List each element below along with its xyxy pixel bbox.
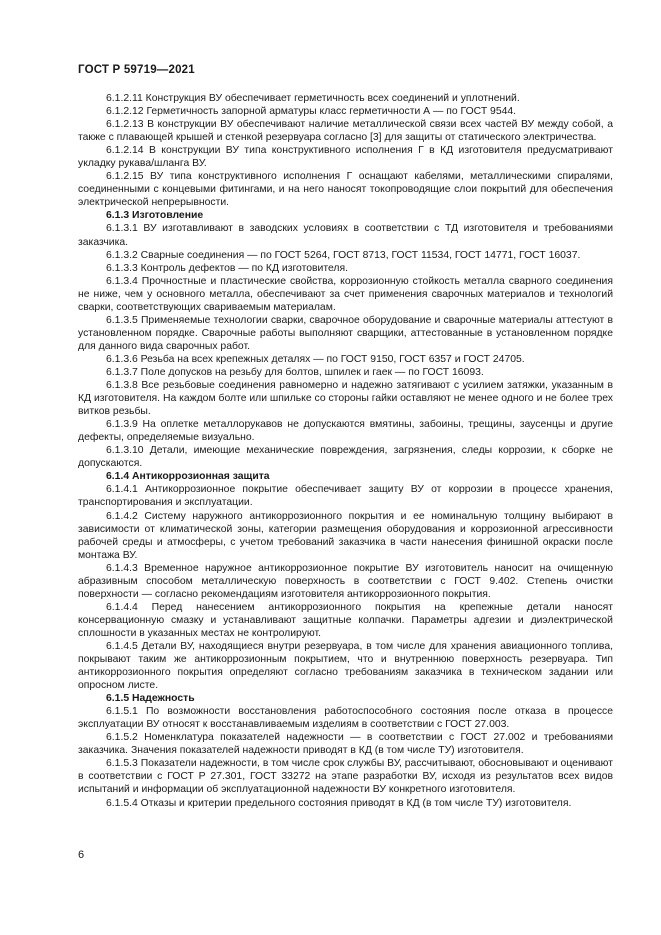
paragraph-6-1-2-11: 6.1.2.11 Конструкция ВУ обеспечивает герметичность всех соединений и уплотнений. (106, 93, 520, 104)
document-header-code: ГОСТ Р 59719—2021 (78, 64, 195, 76)
paragraph-6-1-3-5: 6.1.3.5 Применяемые технологии сварки, сварочное оборудование и сварочные материалы аттестуют в установленном порядке. Сварочные работы выполняют сварщики, аттестованные в установленном порядке для данного вида сварочных работ. (78, 314, 613, 352)
paragraph-6-1-2-13: 6.1.2.13 В конструкции ВУ обеспечивают наличие металлической связи всех частей ВУ между собой, а также с плавающей крышей и стенкой резервуара согласно [3] для защиты от статического электричества. (78, 119, 613, 144)
page-number: 6 (78, 849, 85, 861)
paragraph-6-1-2-15: 6.1.2.15 ВУ типа конструктивного исполнения Г оснащают кабелями, металлическими спиралями, соединенными с концевыми фитингами, и на него наносят токопроводящие слои покрытий для обеспечения электрической непрерывности. (78, 171, 613, 209)
paragraph-6-1-4-2: 6.1.4.2 Систему наружного антикоррозионного покрытия и ее номинальную толщину выбирают в зависимости от климатической зоны, категории размещения оборудования и коррозионной агрессивности рабочей среды и атмосферы, с учетом требований заказчика в части нанесения финишной окраски после монтажа ВУ. (78, 510, 613, 561)
paragraph-6-1-4-3: 6.1.4.3 Временное наружное антикоррозионное покрытие ВУ изготовитель наносит на очищенную абразивным способом металлическую поверхность в соответствии с ГОСТ 9.402. Степень очистки поверхности — согласно рекомендациям изготовителя антикоррозионного покрытия. (78, 562, 613, 600)
paragraph-6-1-2-12: 6.1.2.12 Герметичность запорной арматуры класс герметичности А — по ГОСТ 9544. (106, 106, 517, 118)
paragraph-6-1-5-2: 6.1.5.2 Номенклатура показателей надежности — в соответствии с ГОСТ 27.002 и требованиями заказчика. Значения показателей надежности приводят в КД (в том числе ТУ) изготовителя. (78, 732, 613, 757)
paragraph-6-1-3-3: 6.1.3.3 Контроль дефектов — по КД изготовителя. (106, 262, 348, 274)
paragraph-6-1-3-10: 6.1.3.10 Детали, имеющие механические повреждения, загрязнения, следы коррозии, к сборке не допускаются. (78, 445, 613, 470)
paragraph-6-1-3-4: 6.1.3.4 Прочностные и пластические свойства, коррозионную стойкость металла сварного соединения не ниже, чем у основного металла, обеспечивают за счет применения сварочных материалов и технологий сварки, соответствующих свариваемым материалам. (78, 275, 613, 313)
paragraph-6-1-4-4: 6.1.4.4 Перед нанесением антикоррозионного покрытия на крепежные детали наносят консервационную смазку и устанавливают защитные колпачки. Параметры адгезии и диэлектрической сплошности в указанных местах не контролируют. (78, 601, 613, 639)
paragraph-6-1-3-1: 6.1.3.1 ВУ изготавливают в заводских условиях в соответствии с ТД изготовителя и требованиями заказчика. (78, 223, 613, 248)
paragraph-6-1-2-14: 6.1.2.14 В конструкции ВУ типа конструктивного исполнения Г в КД изготовителя предусматривают укладку рукава/шланга ВУ. (78, 145, 613, 170)
paragraph-6-1-3-8: 6.1.3.8 Все резьбовые соединения равномерно и надежно затягивают с усилием затяжки, указанным в КД изготовителя. На каждом болте или шпильке со стороны гайки оставляют не менее одного и не более трех витков резьбы. (78, 380, 613, 418)
paragraph-6-1-4-1: 6.1.4.1 Антикоррозионное покрытие обеспечивает защиту ВУ от коррозии в процессе хранения, транспортирования и эксплуатации. (78, 484, 613, 509)
paragraph-6-1-5-1: 6.1.5.1 По возможности восстановления работоспособного состояния после отказа в процессе эксплуатации ВУ относят к восстанавливаемым изделиям в соответствии с ГОСТ 27.003. (78, 706, 613, 731)
paragraph-6-1-4-5: 6.1.4.5 Детали ВУ, находящиеся внутри резервуара, в том числе для хранения авиационного топлива, покрывают таким же антикоррозионным покрытием, что и внутреннюю поверхность резервуара. Тип антикоррозионного покрытия определяют согласно требованиям заказчика в техническом задании или опросном листе. (78, 640, 613, 692)
paragraph-6-1-3-9: 6.1.3.9 На оплетке металлорукавов не допускаются вмятины, забоины, трещины, заусенцы и другие дефекты, определяемые визуально. (78, 419, 613, 444)
section-heading-6-1-4: 6.1.4 Антикоррозионная защита (106, 471, 270, 483)
document-body (78, 92, 613, 810)
paragraph-6-1-3-2: 6.1.3.2 Сварные соединения — по ГОСТ 5264, ГОСТ 8713, ГОСТ 11534, ГОСТ 14771, ГОСТ 16037. (106, 249, 581, 261)
paragraph-6-1-3-7: 6.1.3.7 Поле допусков на резьбу для болтов, шпилек и гаек — по ГОСТ 16093. (106, 366, 484, 378)
paragraph-6-1-3-6: 6.1.3.6 Резьба на всех крепежных деталях — по ГОСТ 9150, ГОСТ 6357 и ГОСТ 24705. (106, 353, 525, 365)
paragraph-6-1-5-3: 6.1.5.3 Показатели надежности, в том числе срок службы ВУ, рассчитывают, обосновывают и оценивают в соответствии с ГОСТ Р 27.301, ГОСТ 33272 на этапе разработки ВУ, исходя из результатов всех видов испытаний и информации об эксплуатационной надежности ВУ конкретного изготовителя. (78, 758, 613, 796)
paragraph-6-1-5-4: 6.1.5.4 Отказы и критерии предельного состояния приводят в КД (в том числе ТУ) изготовителя. (106, 797, 572, 809)
section-heading-6-1-5: 6.1.5 Надежность (106, 693, 195, 705)
section-heading-6-1-3: 6.1.3 Изготовление (106, 210, 204, 222)
